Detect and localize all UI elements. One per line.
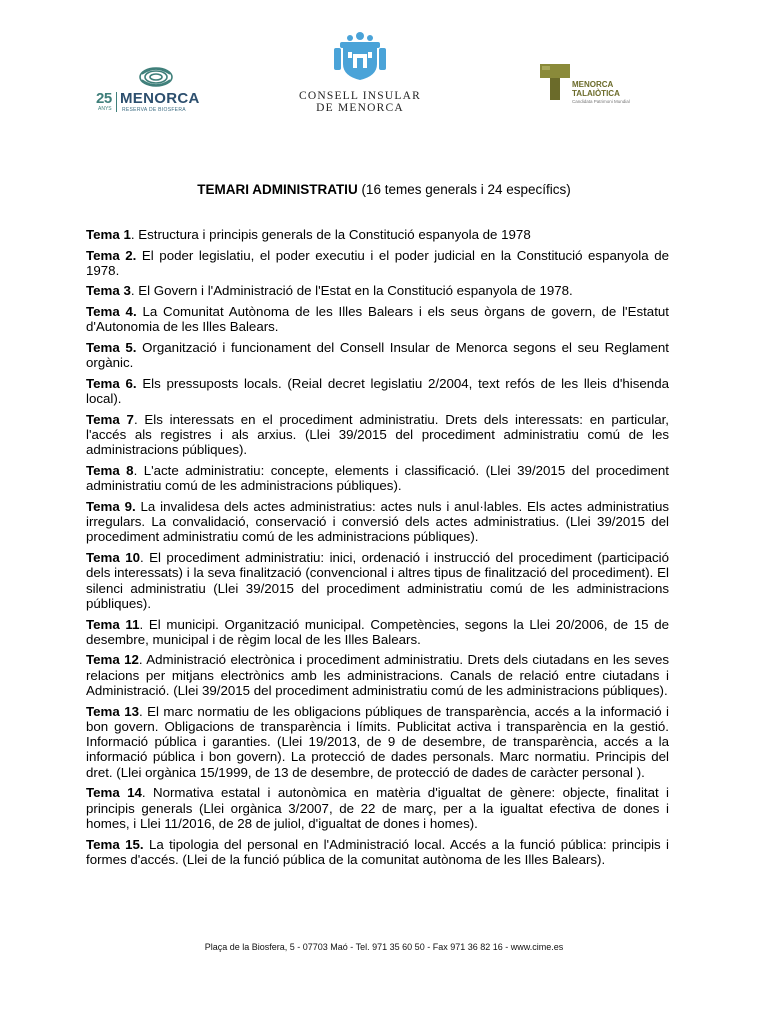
topic-text: La tipologia del personal en l'Administració local. Accés a la funció pública: principis i formes d'accés. (Llei de la funció pública de la comunitat autònoma de les Illes Balears). <box>86 836 669 867</box>
topic-label: Tema 2. <box>86 247 137 263</box>
topic-label: Tema 1 <box>86 227 131 242</box>
logo-subtitle: RESERVA DE BIOSFERA <box>122 107 186 113</box>
topic-text: . L'acte administratiu: concepte, elements i classificació. (Llei 39/2015 del procediment administratiu comú de les administracions públiques). <box>86 462 669 494</box>
consell-insular-logo <box>290 30 430 120</box>
topic-item <box>86 704 669 780</box>
topic-text: . Estructura i principis generals de la Constitució espanyola de 1978 <box>130 227 531 242</box>
topic-text: La Comunitat Autònoma de les Illes Balears i els seus òrgans de govern, de l'Estatut d'Autonomia de les Illes Balears. <box>86 304 669 335</box>
topic-label: Tema 12 <box>86 652 139 668</box>
topic-text: . Administració electrònica i procediment administratiu. Drets dels ciutadans en les seves relacions per mitjans electrònics amb les administracions. Canals de relació entre ciutadans i Administració. (Llei 39/2015 del procediment administratiu comú de les administracions públiques). <box>86 652 669 698</box>
topic-label: Tema 15. <box>86 836 144 852</box>
topic-list <box>86 227 669 872</box>
topic-text: . El municipi. Organització municipal. Competències, segons la Llei 20/2006, de 15 de desembre, municipal i de règim local de les Illes Balears. <box>86 616 669 647</box>
logo-separator <box>116 92 117 112</box>
knot-icon <box>138 66 174 88</box>
footer-address: Plaça de la Biosfera, 5 - 07703 Maó - Tel. 971 35 60 50 - Fax 971 36 82 16 - www.cime.es <box>204 942 564 952</box>
topic-item <box>86 550 669 611</box>
topic-text: . El procediment administratiu: inici, ordenació i instrucció del procediment (participació dels interessats) i la seva finalització (convencional i altres tipus de finalització del procediment). El silenci administratiu (Llei 39/2015 del procediment administratiu comú de les administracions públiques). <box>86 550 669 611</box>
logo-anys: ANYS <box>98 106 112 112</box>
topic-text: La invalidesa dels actes administratius: actes nuls i anul·lables. Els actes administratius irregulars. La convalidació, conservació i conversió dels actes administratius. (Llei 39/2015 del procediment administratiu comú de les administracions públiques). <box>86 498 669 545</box>
topic-item <box>86 227 669 242</box>
title-rest: (16 temes generals i 24 específics) <box>357 182 571 197</box>
topic-label: Tema 5. <box>86 339 137 355</box>
topic-item <box>86 376 669 407</box>
coat-of-arms-icon <box>333 30 387 82</box>
logo-number: 25 <box>96 90 112 107</box>
topic-item <box>86 463 669 494</box>
logo-name: MENORCA <box>120 90 200 107</box>
talaiotica-line2: TALAIÒTICA <box>572 89 620 98</box>
topic-label: Tema 13 <box>86 703 139 719</box>
council-name-line2: DE MENORCA <box>316 102 404 114</box>
topic-item <box>86 837 669 868</box>
talaiot-icon <box>540 62 570 100</box>
topic-text: El poder legislatiu, el poder executiu i el poder judicial en la Constitució espanyola de 1978. <box>86 247 669 278</box>
topic-label: Tema 14 <box>86 785 142 801</box>
topic-item <box>86 617 669 648</box>
topic-item <box>86 652 669 698</box>
topic-text: . Els interessats en el procediment administratiu. Drets dels interessats: en particular, l'accés als registres i als arxius. (Llei 39/2015 del procediment administratiu comú de les administracions públiques). <box>86 411 670 458</box>
topic-text: . Normativa estatal i autonòmica en matèria d'igualtat de gènere: objecte, finalitat i principis generals (Llei orgànica 3/2007, de 22 de març, per a la igualtat efectiva de dones i homes, i Llei 11/2016, de 28 de juliol, d'igualtat de dones i homes). <box>86 785 670 831</box>
topic-item <box>86 785 669 831</box>
council-name-line1: CONSELL INSULAR <box>298 90 422 102</box>
topic-item <box>86 412 669 458</box>
talaiotica-line1: MENORCA <box>572 80 614 89</box>
topic-item <box>86 248 669 279</box>
topic-item <box>86 304 669 335</box>
document-title <box>0 182 768 197</box>
topic-label: Tema 9. <box>86 498 136 514</box>
topic-label: Tema 8 <box>86 462 134 478</box>
topic-label: Tema 3 <box>86 283 131 299</box>
menorca-talaiotica-logo <box>540 62 650 106</box>
topic-item <box>86 499 669 545</box>
menorca-biosfera-logo <box>92 66 202 116</box>
topic-label: Tema 11 <box>86 616 140 632</box>
topic-label: Tema 6. <box>86 375 137 391</box>
talaiotica-line3: Candidata Patrimoni Mundial <box>572 99 630 104</box>
topic-item <box>86 340 669 371</box>
letterhead <box>0 0 768 130</box>
topic-label: Tema 7 <box>86 411 134 427</box>
topic-text: . El marc normatiu de les obligacions públiques de transparència, accés a la informació i bon govern. Obligacions de transparència i límits. Publicitat activa i transparència en la gestió. Informació pública i garanties. (Llei 19/2013, de 9 de desembre, de transparència, accés a la informació pública i bon govern). La protecció de dades personals. Marc normatiu. Principis del dret. (Llei orgànica 15/1999, de 13 de desembre, de protecció de dades de caràcter personal ). <box>86 703 669 780</box>
title-bold: TEMARI ADMINISTRATIU <box>197 182 358 197</box>
topic-label: Tema 4. <box>86 304 137 320</box>
topic-item <box>86 283 669 298</box>
topic-text: . El Govern i l'Administració de l'Estat en la Constitució espanyola de 1978. <box>130 283 573 299</box>
topic-text: Els pressuposts locals. (Reial decret legislatiu 2/2004, text refós de les lleis d'hisenda local). <box>86 375 669 407</box>
topic-text: Organització i funcionament del Consell Insular de Menorca segons el seu Reglament orgànic. <box>86 339 669 371</box>
topic-label: Tema 10 <box>86 550 140 566</box>
